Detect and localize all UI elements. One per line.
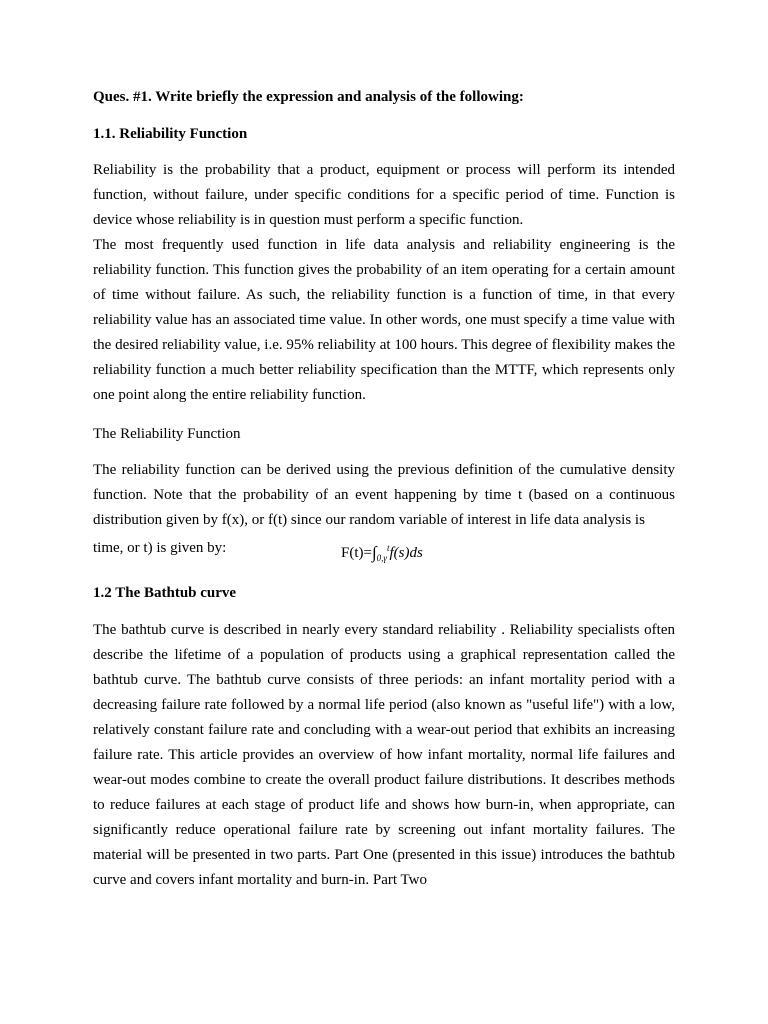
question-heading: Ques. #1. Write briefly the expression and analysis of the following:	[93, 89, 524, 105]
integral-lower-limit: 0,γ	[376, 553, 387, 563]
cumulative-density-paragraph: The reliability function can be derived using the previous definition of the cumulative density function. Note that the probability of an event happening by time t (based on a continuous distribution given by f(x), or f(t) since our random variable of interest in life data analysis is	[93, 462, 675, 528]
cdf-formula	[341, 537, 423, 569]
bathtub-curve-paragraph: The bathtub curve is described in nearly every standard reliability . Reliability specialists often describe the lifetime of a population of products using a graphical representation called the bathtub curve. The bathtub curve consists of three periods: an infant mortality period with a decreasing failure rate followed by a normal life period (also known as "useful life") with a low, relatively constant failure rate and concluding with a wear-out period that exhibits an increasing failure rate. This article provides an overview of how infant mortality, normal life failures and wear-out modes combine to create the overall product failure distributions. It describes methods to reduce failures at each stage of product life and shows how burn-in, when appropriate, can significantly reduce operational failure rate by screening out infant mortality failures. The material will be presented in two parts. Part One (presented in this issue) introduces the bathtub curve and covers infant mortality and burn-in. Part Two	[93, 622, 675, 888]
section-1-1-heading: 1.1. Reliability Function	[93, 126, 248, 142]
integrand: f(s)ds	[389, 545, 423, 561]
reliability-function-subheading: The Reliability Function	[93, 426, 241, 442]
formula-lhs: F(t)=	[341, 545, 372, 561]
cdf-formula-line	[93, 537, 675, 563]
section-1-2-heading: 1.2 The Bathtub curve	[93, 585, 237, 601]
integral-upper-limit: t	[386, 543, 390, 553]
reliability-definition-paragraph: Reliability is the probability that a product, equipment or process will perform its intended function, without failure, under specific conditions for a specific period of time. Function is device whose reliability is in question must perform a specific function.	[93, 162, 675, 228]
reliability-function-paragraph: The most frequently used function in life data analysis and reliability engineering is the reliability function. This function gives the probability of an item operating for a certain amount of time without failure. As such, the reliability function is a function of time, in that every reliability value has an associated time value. In other words, one must specify a time value with the desired reliability value, i.e. 95% reliability at 100 hours. This degree of flexibility makes the reliability function a much better reliability specification than the MTTF, which represents only one point along the entire reliability function.	[93, 237, 675, 403]
integral-symbol: ∫	[371, 543, 377, 562]
formula-intro-text: time, or t) is given by:	[93, 540, 227, 556]
